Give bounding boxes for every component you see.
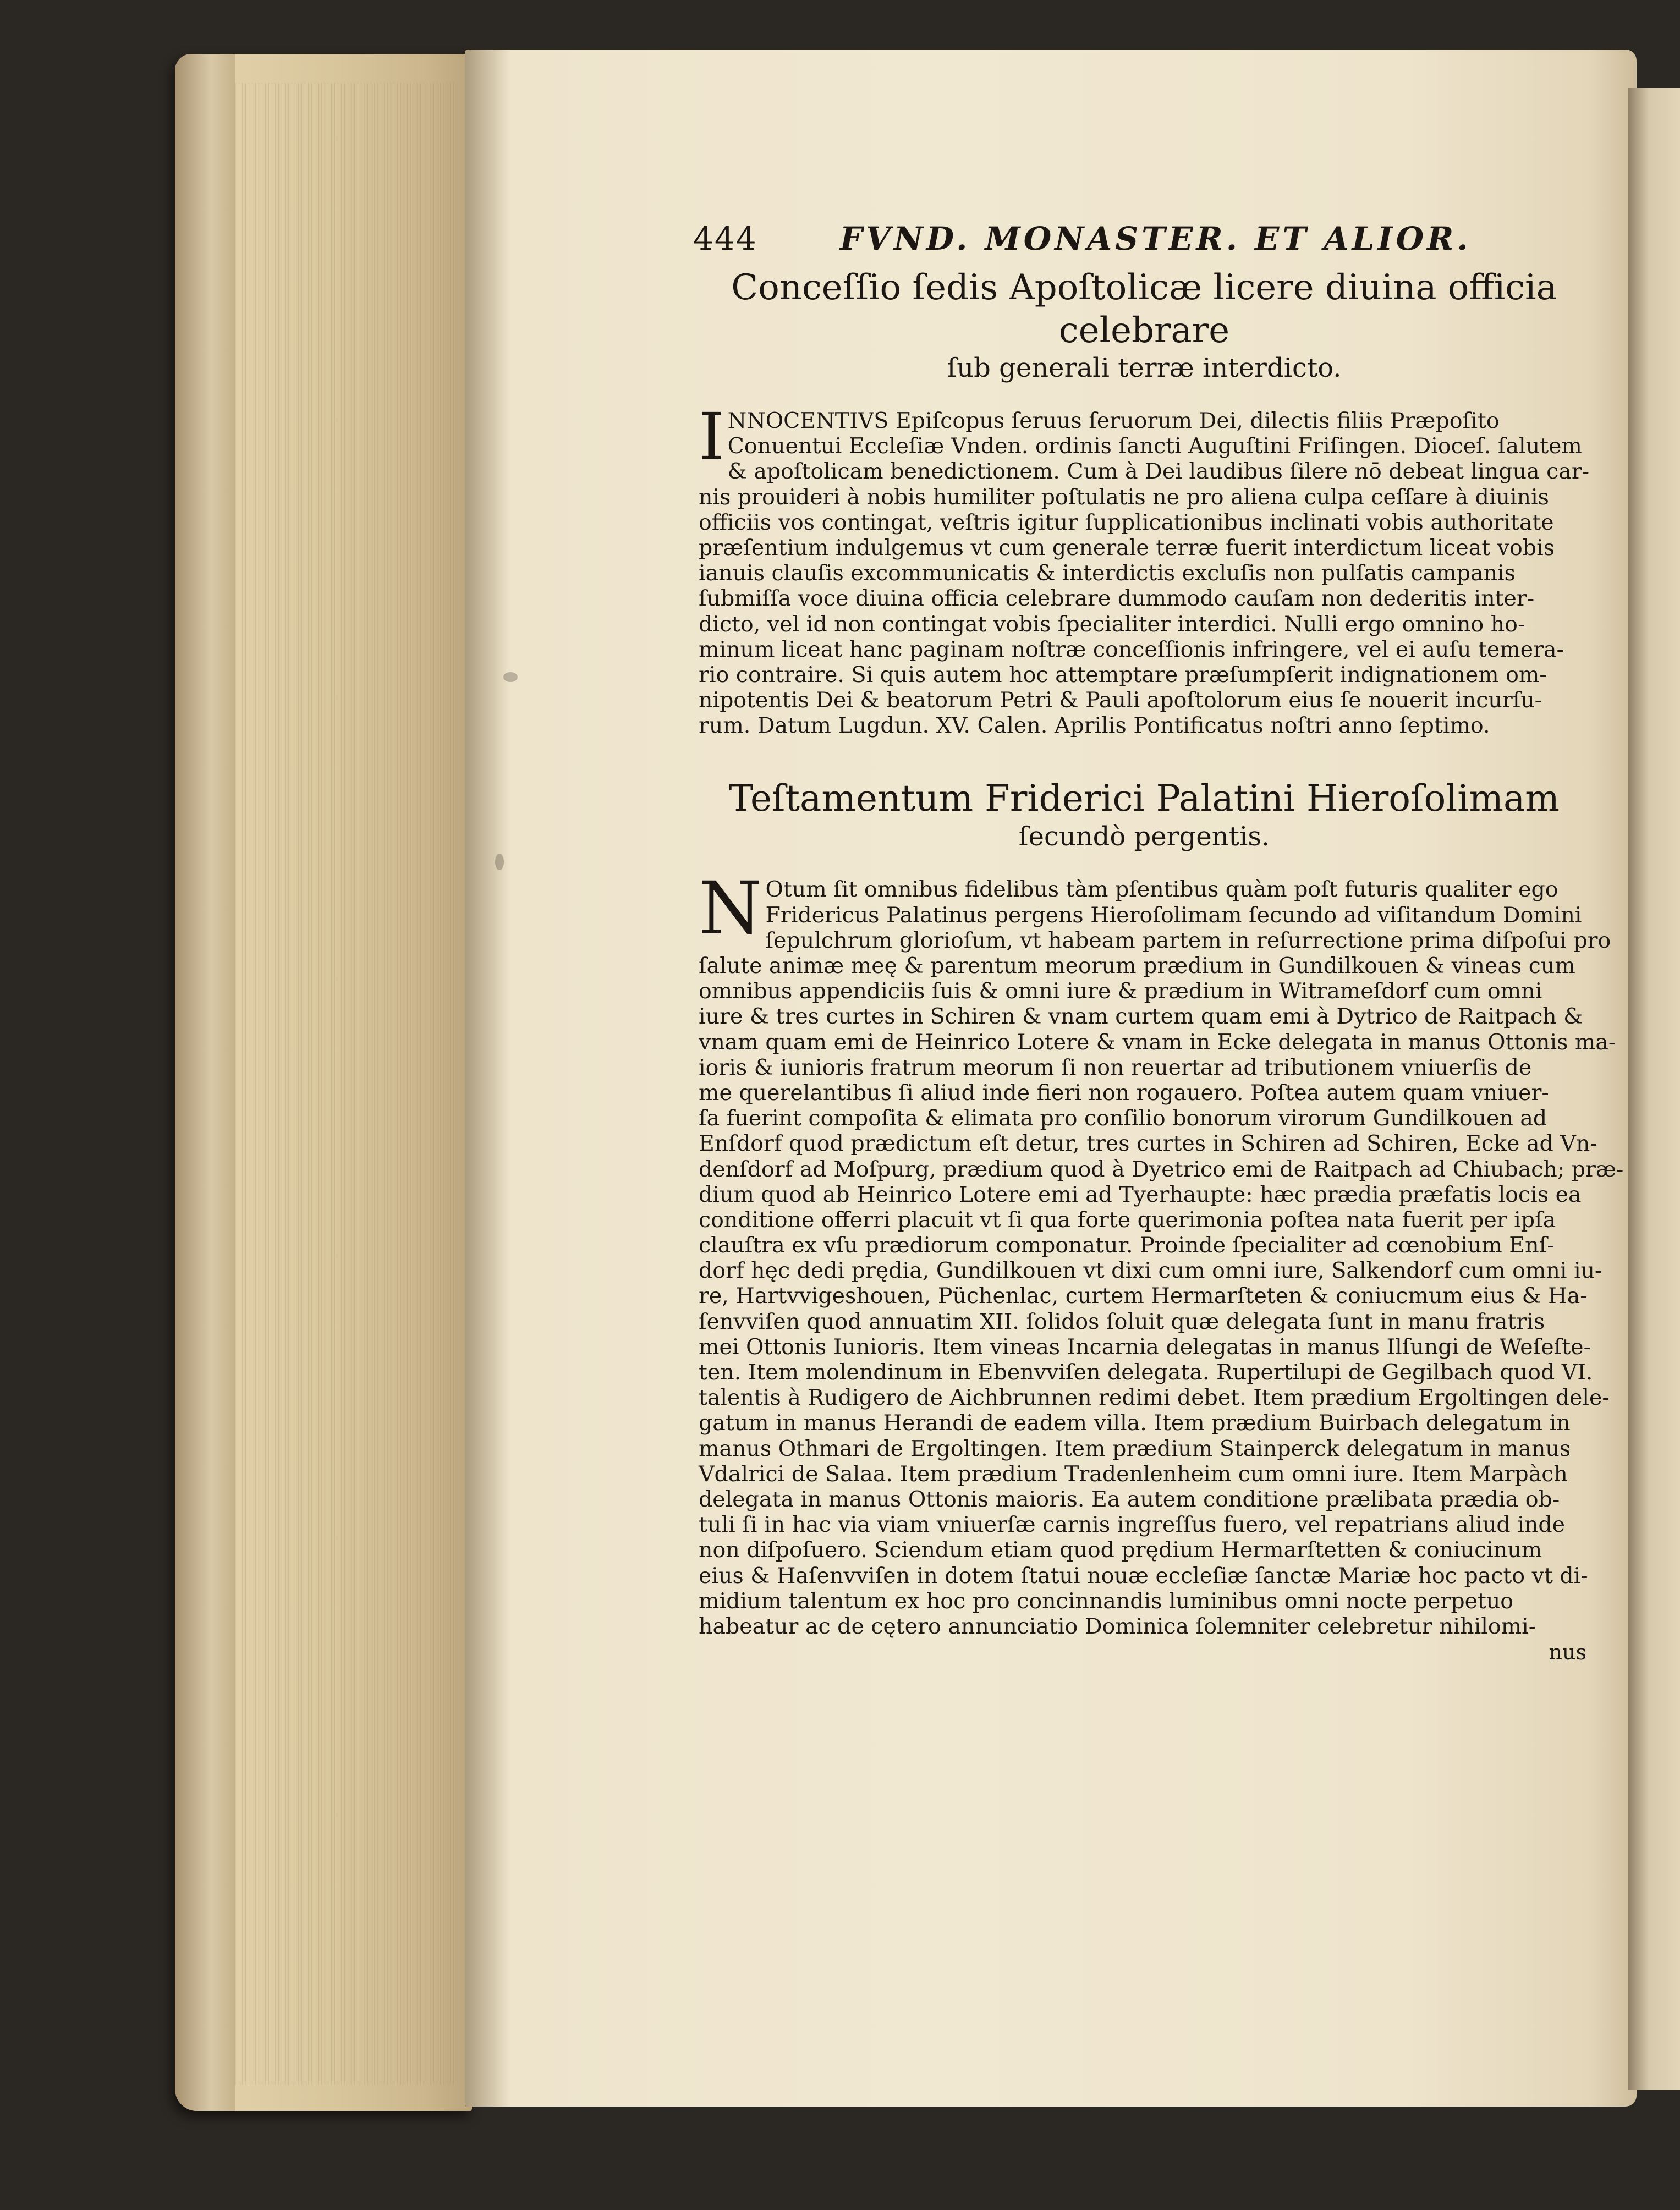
text-line: talentis à Rudigero de Aichbrunnen redimi debet. Item prædium Ergoltingen dele-: [699, 1385, 1610, 1411]
text-line: dorf hęc dedi prędia, Gundilkouen vt dixi cum omni iure, Salkendorf cum omni iu-: [699, 1258, 1602, 1284]
text-line: Vdalrici de Salaa. Item prædium Tradenlenheim cum omni iure. Item Marpàch: [699, 1461, 1568, 1487]
text-line: midium talentum ex hoc pro concinnandis luminibus omni nocte perpetuo: [699, 1588, 1514, 1614]
text-line: clauſtra ex vſu prædiorum componatur. Proinde ſpecialiter ad cœnobium Enſ-: [699, 1233, 1555, 1258]
text-line: ten. Item molendinum in Ebenvviſen delegata. Rupertilupi de Gegilbach quod VI.: [699, 1360, 1593, 1385]
text-line: rum. Datum Lugdun. XV. Calen. Aprilis Pontificatus noſtri anno ſeptimo.: [699, 713, 1490, 739]
text-line: officiis vos contingat, veſtris igitur ſupplicationibus inclinati vobis authoritate: [699, 509, 1554, 535]
text-line: ianuis clauſis excommunicatis & interdictis excluſis non pulſatis campanis: [699, 560, 1516, 586]
drop-initial: N: [699, 866, 762, 952]
page-number: 444: [693, 220, 757, 257]
text-line: & apoſtolicam benedictionem. Cum à Dei laudibus ſilere nō debeat lingua car-: [727, 459, 1590, 485]
text-line: manus Othmari de Ergoltingen. Item prædium Stainperck delegatum in manus: [699, 1436, 1571, 1461]
book-binding: [175, 54, 235, 2111]
text-line: dicto, vel id non contingat vobis ſpecialiter interdici. Nulli ergo omnino ho-: [699, 611, 1525, 637]
foxing-spot: [495, 854, 504, 870]
text-line: gatum in manus Herandi de eadem villa. Item prædium Buirbach delegatum in: [699, 1410, 1571, 1436]
text-line: dium quod ab Heinrico Lotere emi ad Tyerhaupte: hæc prædia præfatis locis ea: [699, 1181, 1582, 1207]
drop-initial: I: [699, 399, 724, 475]
text-line: minum liceat hanc paginam noſtræ conceſſionis infringere, vel ei auſu temera-: [699, 636, 1564, 662]
foxing-spot: [503, 672, 518, 682]
text-line: denſdorf ad Moſpurg, prædium quod à Dyetrico emi de Raitpach ad Chiubach; præ-: [699, 1156, 1624, 1182]
running-title: FVND. MONASTER. ET ALIOR.: [839, 220, 1472, 257]
text-line: tuli ſi in hac via viam vniuerſæ carnis ingreſſus fuero, vel repatrians aliud inde: [699, 1512, 1565, 1538]
text-line: non diſpoſuero. Sciendum etiam quod prędium Hermarſtetten & coniucinum: [699, 1537, 1542, 1563]
section-1-body: [699, 399, 1590, 739]
text-line: vnam quam emi de Heinrico Lotere & vnam in Ecke delegata in manus Ottonis ma-: [699, 1029, 1616, 1055]
facing-page-edge: [1628, 88, 1680, 2090]
text-line: eius & Haſenvviſen in dotem ſtatui nouæ eccleſiæ ſanctæ Mariæ hoc pacto vt di-: [699, 1563, 1588, 1588]
text-line: iure & tres curtes in Schiren & vnam curtem quam emi à Dytrico de Raitpach &: [699, 1004, 1583, 1030]
text-line: NNOCENTIVS Epiſcopus ſeruus ſeruorum Dei, dilectis filiis Præpoſito: [727, 408, 1500, 433]
text-line: Enſdorf quod prædictum eſt detur, tres curtes in Schiren ad Schiren, Ecke ad Vn-: [699, 1131, 1597, 1157]
text-line: conditione offerri placuit vt ſi qua forte querimonia poſtea nata fuerit per ipſa: [699, 1207, 1556, 1233]
text-line: Conuentui Eccleſiæ Vnden. ordinis ſancti Auguſtini Friſingen. Dioceſ. ſalutem: [727, 433, 1582, 459]
section-1-subtitle: ſub generali terræ interdicto.: [947, 353, 1342, 383]
catchword: nus: [1549, 1640, 1586, 1665]
section-2-body: [699, 866, 1624, 1639]
text-line: nis prouideri à nobis humiliter poſtulatis ne pro aliena culpa ceſſare à diuinis: [699, 484, 1549, 510]
section-2-subtitle: ſecundò pergentis.: [1018, 821, 1270, 853]
text-line: habeatur ac de cętero annunciatio Dominica ſolemniter celebretur nihilomi-: [699, 1613, 1536, 1639]
text-line: ioris & iunioris fratrum meorum ſi non reuertar ad tributionem vniuerſis de: [699, 1054, 1532, 1080]
text-line: omnibus appendiciis ſuis & omni iure & prædium in Witrameſdorf cum omni: [699, 978, 1542, 1004]
text-line: ſenvviſen quod annuatim XII. ſolidos ſoluit quæ delegata ſunt in manu fratris: [699, 1309, 1545, 1334]
text-line: rio contraire. Si quis autem hoc attemptare præſumpſerit indignationem om-: [699, 662, 1547, 688]
text-line: præſentium indulgemus vt cum generale terræ fuerit interdictum liceat vobis: [699, 535, 1555, 560]
section-1-title: Conceſſio ſedis Apoſtolicæ licere diuina officia celebrare: [731, 267, 1557, 351]
text-line: nipotentis Dei & beatorum Petri & Pauli apoſtolorum eius ſe nouerit incurſu-: [699, 688, 1542, 713]
page-text: [693, 220, 1624, 1665]
text-line: re, Hartvvigeshouen, Püchenlac, curtem Hermarſteten & coniucmum eius & Ha-: [699, 1283, 1588, 1309]
text-line: ſalute animæ meę & parentum meorum prædium in Gundilkouen & vineas cum: [699, 953, 1575, 978]
running-header: [693, 220, 1590, 257]
text-line: ſa fuerint compoſita & elimata pro conſilio bonorum virorum Gundilkouen ad: [699, 1106, 1547, 1131]
text-line: mei Ottonis Iunioris. Item vineas Incarnia delegatas in manus Ilſungi de Weſeſte-: [699, 1334, 1591, 1360]
text-line: ſepulchrum glorioſum, vt habeam partem in reſurrectione prima diſpoſui pro: [765, 927, 1611, 953]
text-line: Otum ſit omnibus fidelibus tàm pſentibus quàm poſt futuris qualiter ego: [765, 877, 1558, 903]
gutter-shadow: [465, 50, 509, 2107]
text-line: delegata in manus Ottonis maioris. Ea autem conditione prælibata prædia ob-: [699, 1486, 1560, 1512]
text-line: me querelantibus ſi aliud inde fieri non rogauero. Poſtea autem quam vniuer-: [699, 1080, 1549, 1106]
section-2-title: Teſtamentum Friderici Palatini Hieroſolimam: [729, 777, 1560, 820]
text-line: Fridericus Palatinus pergens Hieroſolimam ſecundo ad viſitandum Domini: [765, 902, 1582, 928]
text-line: ſubmiſſa voce diuina officia celebrare dummodo cauſam non dederitis inter-: [699, 586, 1535, 612]
page-edge-lines: [226, 83, 457, 2085]
